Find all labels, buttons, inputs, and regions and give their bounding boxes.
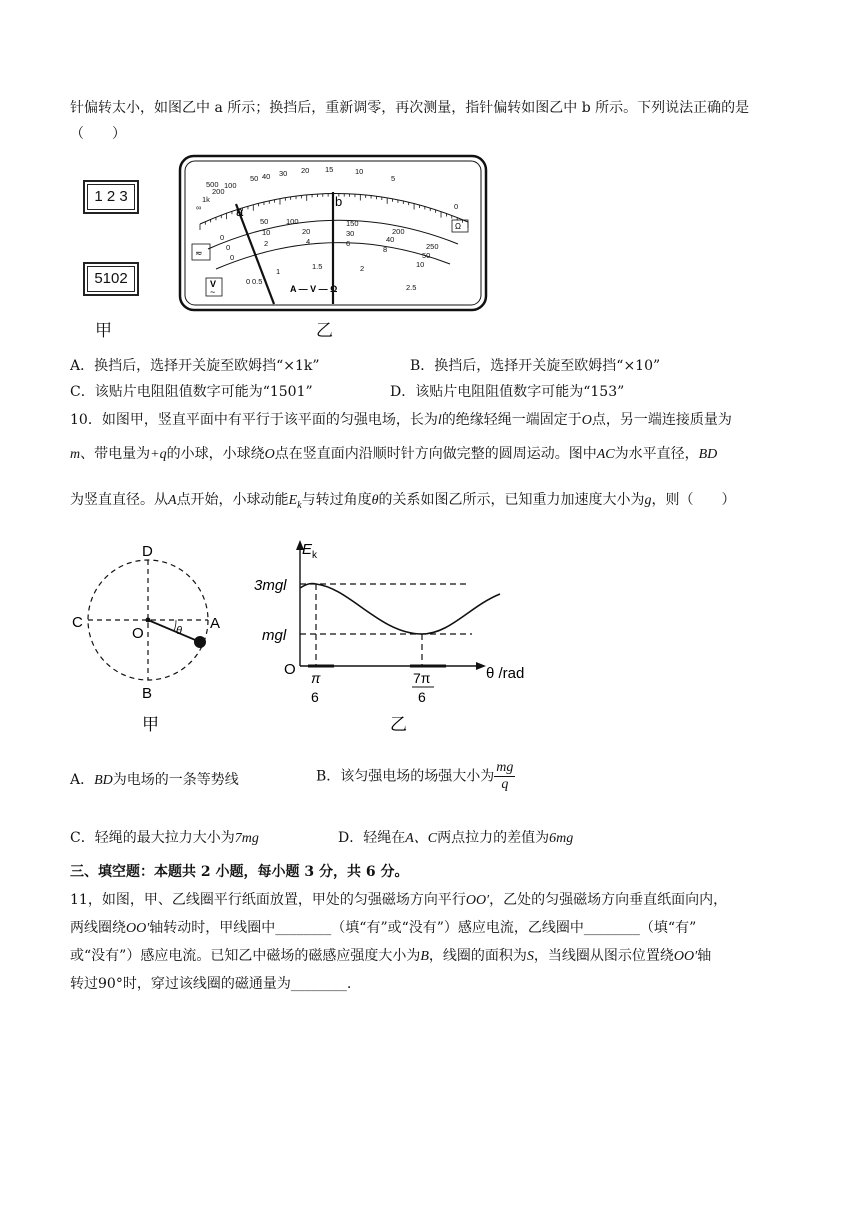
label-B: B	[142, 685, 153, 702]
q10-option-b: B．该匀强电场的场强大小为 $\frac{mg}{q}$	[316, 760, 514, 792]
svg-text:0: 0	[230, 253, 235, 262]
q10-stem-line2: m、带电量为+q的小球，小球绕O点在竖直面内沿顺时针方向做完整的圆周运动。图中AC为水平直径，BD	[70, 446, 718, 462]
svg-text:0: 0	[246, 277, 251, 286]
ohm-tick-100: 100	[224, 181, 237, 190]
figure-caption-yi: 乙	[316, 321, 333, 341]
svg-text:20: 20	[302, 227, 311, 236]
ohm-tick-500: 500	[206, 180, 219, 189]
ek-curve	[300, 583, 500, 634]
svg-text:250: 250	[426, 242, 439, 251]
svg-text:40: 40	[386, 235, 395, 244]
smd-display-bottom: 5102	[83, 262, 139, 296]
x-tick-pi6-den: 6	[311, 689, 319, 705]
q10-option-c: C．轻绳的最大拉力大小为7mg	[70, 830, 259, 846]
q9-option-d: D．该贴片电阻阻值数字可能为“153”	[390, 384, 625, 400]
svg-text:6: 6	[346, 239, 351, 248]
svg-text:0: 0	[220, 233, 225, 242]
svg-text:0.5: 0.5	[252, 277, 263, 286]
q10-stem-line3: 为竖直直径。从A点开始，小球动能$E_k$与转过角度θ的关系如图乙所示，已知重力加速度大小为g，则（ ）	[70, 492, 736, 511]
svg-text:8: 8	[383, 245, 388, 254]
svg-text:2: 2	[360, 264, 365, 273]
q10-option-a: A．BD为电场的一条等势线	[70, 772, 239, 788]
dc-symbol: ≂	[195, 248, 203, 258]
x-tick-7pi6-num: 7π	[413, 670, 431, 686]
ac-tilde-symbol: ~	[210, 287, 216, 297]
label-C: C	[72, 614, 83, 631]
y-tick-3mgl: 3mgl	[254, 577, 287, 594]
q10-stem-line1: 10．如图甲，竖直平面中有平行于该平面的匀强电场，长为l的绝缘轻绳一端固定于O点，另一端连接质量为	[70, 412, 732, 428]
ohm-tick-0: 0	[454, 202, 459, 211]
ohm-tick-5: 5	[391, 174, 396, 183]
section-heading-fill-in: 三、填空题：本题共 2 小题，每小题 3 分，共 6 分。	[70, 864, 409, 880]
label-theta: θ	[176, 625, 182, 637]
svg-text:1: 1	[276, 267, 281, 276]
svg-text:50: 50	[422, 251, 431, 260]
q11-stem-line4: 转过90°时，穿过该线圈的磁通量为________.	[70, 976, 352, 992]
pointer-a-label: a	[236, 204, 244, 219]
label-D: D	[142, 543, 153, 560]
figure-caption-jia-2: 甲	[142, 715, 159, 734]
svg-text:10: 10	[416, 260, 425, 269]
q9-option-a: A．换挡后，选择开关旋至欧姆挡“×1k”	[70, 358, 320, 374]
svg-text:150: 150	[346, 219, 359, 228]
pointer-b-label: b	[335, 194, 343, 209]
q9-option-c: C．该贴片电阻阻值数字可能为“1501”	[70, 384, 313, 400]
multimeter-dial	[178, 154, 488, 312]
x-axis-label: θ /rad	[486, 665, 525, 682]
ohm-tick-20: 20	[301, 166, 310, 175]
q11-stem-line3: 或“没有”）感应电流。已知乙中磁场的磁感应强度大小为B，线圈的面积为S，当线圈从图示位置绕OO′轴	[70, 948, 712, 964]
figure-caption-jia: 甲	[95, 321, 112, 341]
meter-bottom-label: A — V — Ω	[290, 284, 338, 294]
ohm-tick-10: 10	[355, 167, 364, 176]
svg-text:1.5: 1.5	[312, 262, 323, 271]
label-O: O	[132, 625, 144, 642]
ohm-tick-inf: ∞	[196, 203, 202, 212]
figure-circle-jia	[66, 536, 236, 736]
ohm-tick-15: 15	[325, 165, 334, 174]
svg-text:0: 0	[226, 243, 231, 252]
figure-caption-yi-2: 乙	[390, 715, 407, 734]
ohm-tick-50: 50	[250, 174, 259, 183]
x-tick-7pi6-den: 6	[418, 689, 426, 705]
q9-stem-line1: 针偏转太小，如图乙中 a 所示；换挡后，重新调零，再次测量，指针偏转如图乙中 b 所示。下列说法正确的是	[70, 100, 750, 116]
svg-text:2.5: 2.5	[406, 283, 417, 292]
ac-volt-symbol: V	[210, 279, 217, 289]
q11-stem-line2: 两线圈绕OO′轴转动时，甲线圈中________（填“有”或“没有”）感应电流，乙线圈中________（填“有”	[70, 920, 697, 936]
ohm-tick-40: 40	[262, 172, 271, 181]
svg-text:4: 4	[306, 237, 311, 246]
svg-text:30: 30	[346, 229, 355, 238]
q10-option-d: D．轻绳在A、C两点拉力的差值为6mg	[338, 830, 574, 846]
y-axis-label: E	[302, 541, 313, 558]
smd-display-top: 1 2 3	[83, 180, 139, 214]
label-A: A	[210, 615, 221, 632]
origin-label: O	[284, 661, 296, 678]
x-tick-pi6-num: π	[311, 670, 321, 686]
ohm-unit-label: Ω	[455, 222, 461, 231]
svg-text:10: 10	[262, 228, 271, 237]
ohm-tick-30: 30	[279, 169, 288, 178]
y-tick-mgl: mgl	[262, 627, 287, 644]
y-axis-label-sub: k	[312, 550, 317, 561]
svg-text:200: 200	[392, 227, 405, 236]
q11-stem-line1: 11，如图，甲、乙线圈平行纸面放置，甲处的匀强磁场方向平行OO′，乙处的匀强磁场方向垂直纸面向内，	[70, 892, 728, 908]
ohm-tick-200: 200	[212, 187, 225, 196]
svg-text:50: 50	[260, 217, 269, 226]
ohm-tick-1k: 1k	[202, 195, 210, 204]
svg-text:100: 100	[286, 217, 299, 226]
q9-option-b: B．换挡后，选择开关旋至欧姆挡“×10”	[410, 358, 661, 374]
q9-answer-blank: （ ）	[70, 126, 126, 142]
svg-text:2: 2	[264, 239, 269, 248]
figure-graph-yi	[250, 536, 540, 736]
